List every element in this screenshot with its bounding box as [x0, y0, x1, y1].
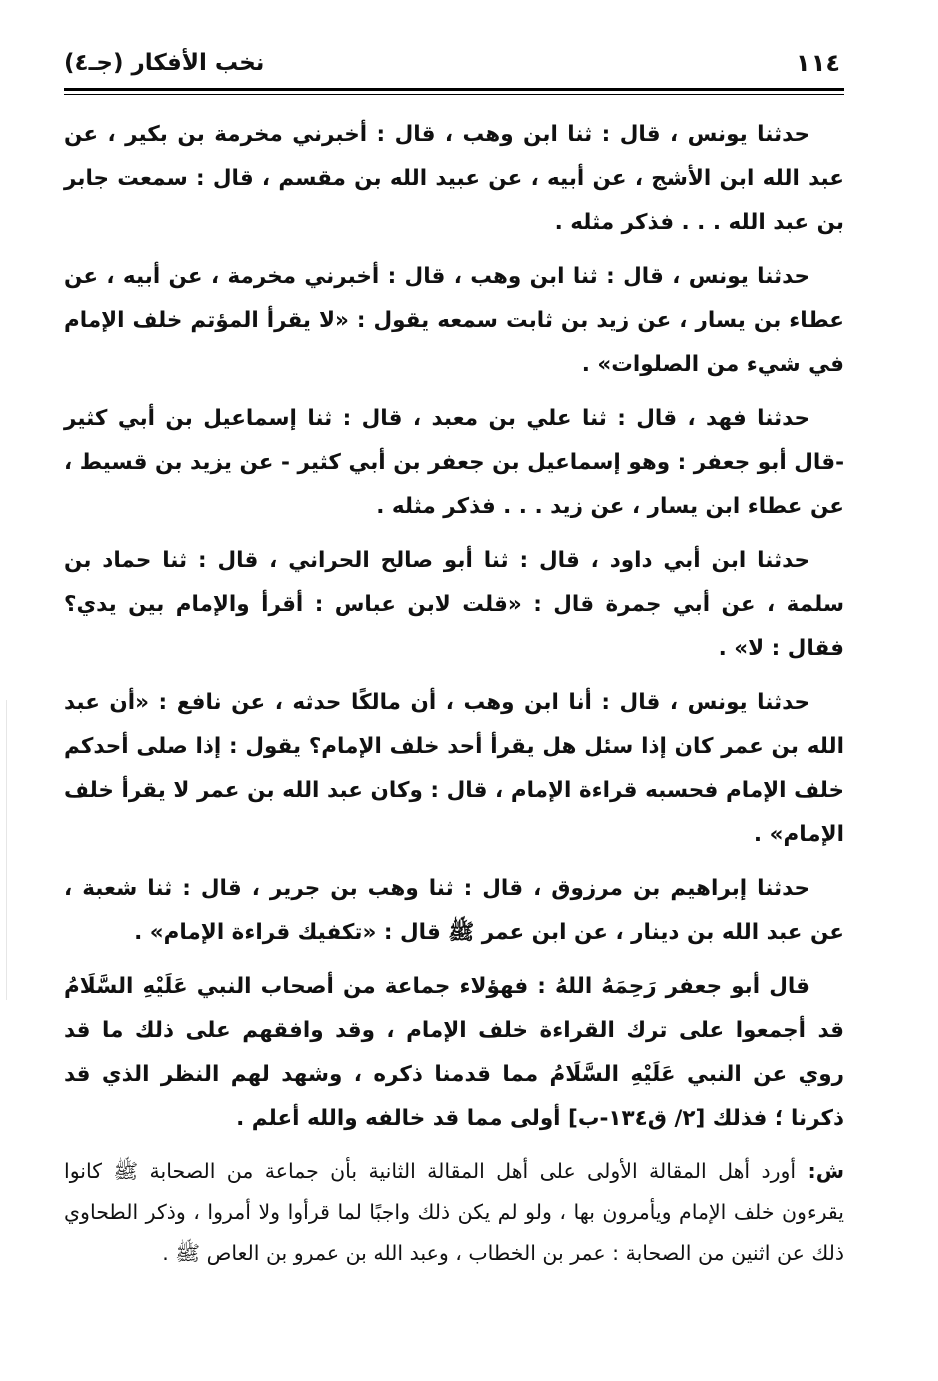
book-page [64, 40, 844, 1340]
author-conclusion-paragraph: قال أبو جعفر رَحِمَهُ اللهُ : فهؤلاء جماعة من أصحاب النبي عَلَيْهِ السَّلَامُ قد أجمعوا على ترك القراءة خلف الإمام ، وقد وافقهم على ذلك ما قد روي عن النبي عَلَيْهِ السَّلَامُ مما قدمنا ذكره ، وشهد لهم النظر الذي قد ذكرنا ؛ فذلك [٢/ ق١٣٤-ب] أولى مما قد خالفه والله أعلم . [64, 974, 844, 1131]
scan-edge-mark [6, 700, 7, 1000]
hadith-paragraph-6: حدثنا إبراهيم بن مرزوق ، قال : ثنا وهب بن جرير ، قال : ثنا شعبة ، عن عبد الله بن دينار ، عن ابن عمر ﷺ قال : «تكفيك قراءة الإمام» . [64, 876, 844, 945]
page-number: ١١٤ [796, 49, 840, 77]
book-title: نخب الأفكار (جـ٤) [64, 50, 265, 76]
header-rule-thick [64, 88, 844, 91]
commentary-label: ش: [807, 1159, 844, 1183]
commentary-text: أورد أهل المقالة الأولى على أهل المقالة الثانية بأن جماعة من الصحابة ﷺ كانوا يقرءون خلف الإمام ويأمرون بها ، ولو لم يكن ذلك واجبًا لما قرأوا ولا أمروا ، وذكر الطحاوي ذلك عن اثنين من الصحابة : عمر بن الخطاب ، وعبد الله بن عمرو بن العاص ﷺ . [64, 1159, 844, 1265]
hadith-paragraph-1: حدثنا يونس ، قال : ثنا ابن وهب ، قال : أخبرني مخرمة بن بكير ، عن عبد الله ابن الأشج ، عن أبيه ، عن عبيد الله بن مقسم ، قال : سمعت جابر بن عبد الله . . . فذكر مثله . [64, 122, 844, 235]
header-rule-thin [64, 94, 844, 95]
page-header [64, 40, 844, 86]
page-content [64, 113, 844, 1274]
commentary-paragraph [64, 1151, 844, 1274]
hadith-paragraph-4: حدثنا ابن أبي داود ، قال : ثنا أبو صالح الحراني ، قال : ثنا حماد بن سلمة ، عن أبي جمرة قال : «قلت لابن عباس : أقرأ والإمام بين يدي؟ فقال : لا» . [64, 548, 844, 661]
hadith-paragraph-5: حدثنا يونس ، قال : أنا ابن وهب ، أن مالكًا حدثه ، عن نافع : «أن عبد الله بن عمر كان إذا سئل هل يقرأ أحد خلف الإمام؟ يقول : إذا صلى أحدكم خلف الإمام فحسبه قراءة الإمام ، قال : وكان عبد الله بن عمر لا يقرأ خلف الإمام» . [64, 690, 844, 847]
hadith-paragraph-3: حدثنا فهد ، قال : ثنا علي بن معبد ، قال : ثنا إسماعيل بن أبي كثير -قال أبو جعفر : وهو إسماعيل بن جعفر بن أبي كثير - عن يزيد بن قسيط ، عن عطاء ابن يسار ، عن زيد . . . فذكر مثله . [64, 406, 844, 519]
hadith-paragraph-2: حدثنا يونس ، قال : ثنا ابن وهب ، قال : أخبرني مخرمة ، عن أبيه ، عن عطاء بن يسار ، عن زيد بن ثابت سمعه يقول : «لا يقرأ المؤتم خلف الإمام في شيء من الصلوات» . [64, 264, 844, 377]
